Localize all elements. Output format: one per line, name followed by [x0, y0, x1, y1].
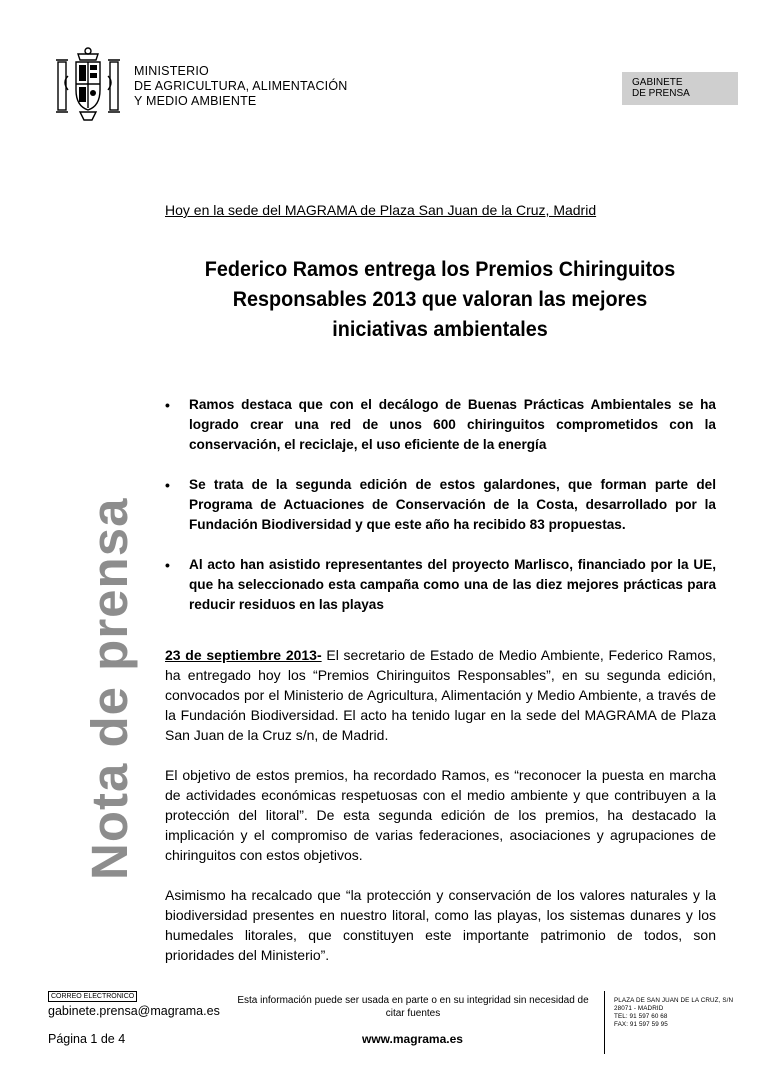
list-item: [165, 475, 716, 535]
ministry-line-3: Y MEDIO AMBIENTE: [134, 94, 257, 108]
bullet-icon: •: [165, 397, 170, 413]
headline-line-3: iniciativas ambientales: [332, 317, 548, 341]
headline-line-1: Federico Ramos entrega los Premios Chiringuitos: [204, 257, 676, 281]
highlights-list: [165, 395, 716, 635]
article-body: [165, 645, 716, 985]
press-release-vertical-label: Nota de prensa: [81, 497, 138, 880]
press-office-badge: [622, 72, 738, 105]
address-line-1: PLAZA DE SAN JUAN DE LA CRUZ, S/N: [614, 997, 734, 1004]
list-item: [165, 395, 716, 455]
badge-line-1: GABINETE: [632, 77, 683, 88]
address-block: [614, 997, 733, 1029]
address-line-3: TEL: 91 597 60 68: [614, 1013, 668, 1020]
bullet-text: Se trata de la segunda edición de estos galardones, que forman parte del Programa de Actuaciones de Conservación de la Costa, desarrollado por la Fundación Biodiversidad y que este año ha recibido 83 propuestas.: [189, 477, 716, 532]
list-item: [165, 555, 716, 615]
paragraph-3: Asimismo ha recalcado que “la protección y conservación de los valores naturales y la biodiversidad presentes en nuestro litoral, como las playas, los sistemas dunares y los humedales litorales, que constituyen este importante patrimonio de todos, son prioridades del Ministerio”.: [165, 887, 716, 963]
ministry-line-1: MINISTERIO: [134, 64, 209, 78]
bullet-icon: •: [165, 557, 170, 573]
ministry-name: [134, 64, 348, 109]
ministry-line-2: DE AGRICULTURA, ALIMENTACIÓN: [134, 79, 348, 93]
page-number: Página 1 de 4: [48, 1032, 126, 1046]
email-label: CORREO ELECTRÓNICO: [48, 991, 137, 1002]
dateline: 23 de septiembre 2013-: [165, 647, 322, 663]
paragraph-1: [165, 645, 716, 745]
subtitle: Hoy en la sede del MAGRAMA de Plaza San Juan de la Cruz, Madrid: [165, 202, 597, 218]
contact-email-link[interactable]: gabinete.prensa@magrama.es: [48, 1004, 220, 1018]
headline-line-2: Responsables 2013 que valoran las mejores: [232, 287, 648, 311]
badge-line-2: DE PRENSA: [632, 88, 690, 99]
coat-of-arms-logo: [52, 46, 124, 122]
paragraph-2: El objetivo de estos premios, ha recordado Ramos, es “reconocer la puesta en marcha de actividades económicas respetuosas con el medio ambiente y que contribuyen a la protección del litoral”. De esta segunda edición de los premios, ha destacado la implicación y el compromiso de varias federaciones, asociaciones y agrupaciones de chiringuitos con estos objetivos.: [165, 767, 716, 863]
website-link[interactable]: www.magrama.es: [362, 1032, 463, 1046]
address-line-4: FAX: 91 597 59 95: [614, 1021, 668, 1028]
bullet-icon: •: [165, 477, 170, 493]
headline: [187, 254, 693, 344]
bullet-text: Al acto han asistido representantes del proyecto Marlisco, financiado por la UE, que ha seleccionado esta campaña como una de las diez mejores prácticas para reducir residuos en las playas: [189, 557, 716, 612]
usage-notice: Esta información puede ser usada en parte o en su integridad sin necesidad de citar fuentes: [237, 995, 589, 1019]
bullet-text: Ramos destaca que con el decálogo de Buenas Prácticas Ambientales se ha logrado crear una red de unos 600 chiringuitos comprometidos con la conservación, el reciclaje, el uso eficiente de la energía: [189, 397, 716, 452]
address-line-2: 28071 - MADRID: [614, 1005, 664, 1012]
footer-divider: [604, 991, 605, 1054]
paragraph-1-text: El secretario de Estado de Medio Ambiente, Federico Ramos, ha entregado hoy los “Premios Chiringuitos Responsables”, en su segunda edición, convocados por el Ministerio de Agricultura, Alimentación y Medio Ambiente, a través de la Fundación Biodiversidad. El acto ha tenido lugar en la sede del MAGRAMA de Plaza San Juan de la Cruz s/n, de Madrid.: [165, 647, 716, 743]
